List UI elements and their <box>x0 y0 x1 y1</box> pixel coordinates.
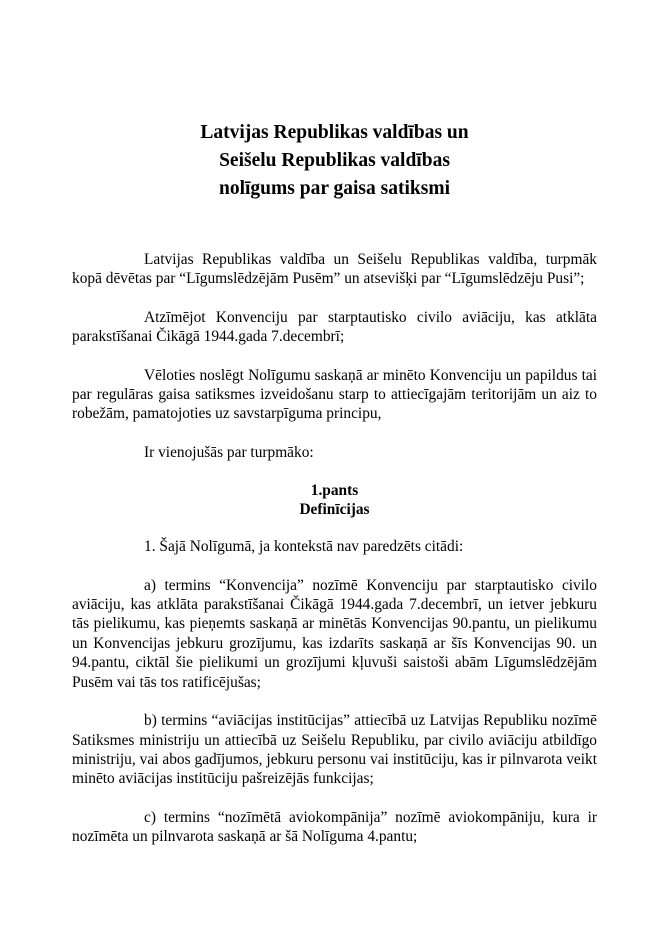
article-1-number: 1.pants <box>310 482 359 500</box>
article-1-intro: 1. Šajā Nolīgumā, ja kontekstā nav paredzēts citādi: <box>144 538 464 556</box>
title-line-2: Seišelu Republikas valdības <box>219 150 450 171</box>
preamble-paragraph-parties: Latvijas Republikas valdība un Seišelu Republikas valdība, turpmāk kopā dēvētas par “Līgumslēdzējām Pusēm” un atsevišķi par “Līgumslēdzēju Pusi”; <box>72 251 597 288</box>
preamble-paragraph-agreed: Ir vienojušās par turpmāko: <box>144 443 314 461</box>
title-line-3: nolīgums par gaisa satiksmi <box>219 178 450 199</box>
article-1-title: Definīcijas <box>299 501 370 519</box>
preamble-paragraph-convention: Atzīmējot Konvenciju par starptautisko civilo aviāciju, kas atklāta parakstīšanai Čikāgā 1944.gada 7.decembrī; <box>72 308 597 346</box>
title-line-1: Latvijas Republikas valdības un <box>200 122 469 143</box>
document-body <box>72 250 597 866</box>
preamble-paragraph-desire: Vēloties noslēgt Nolīgumu saskaņā ar minēto Konvenciju un papildus tai par regulāras gaisa satiksmes izveidošanu starp to attiecīgajām teritorijām un aiz to robežām, pamatojoties uz savstarpīguma principu, <box>72 366 597 423</box>
definition-item-c: c) termins “nozīmētā aviokompānija” nozīmē aviokompāniju, kura ir nozīmēta un pilnvarota saskaņā ar šā Nolīguma 4.pantu; <box>72 808 597 846</box>
document-title <box>72 119 597 203</box>
definition-item-b: b) termins “aviācijas institūcijas” attiecībā uz Latvijas Republiku nozīmē Satiksmes ministriju un attiecībā uz Seišelu Republiku, par civilo aviāciju atbildīgo ministriju, vai abos gadījumos, jebkuru personu vai institūciju, kas ir pilnvarota veikt minēto aviācijas institūciju pašreizējās funkcijas; <box>72 712 597 788</box>
article-1-heading <box>72 481 597 519</box>
definition-item-a: a) termins “Konvencija” nozīmē Konvenciju par starptautisko civilo aviāciju, kas atklāta parakstīšanai Čikāgā 1944.gada 7.decembrī, un ietver jebkuru tās pielikumu, kas pieņemts saskaņā ar minētās Konvencijas 90.pantu, un pielikumu un Konvencijas jebkuru grozījumu, kas izdarīts saskaņā ar šīs Konvencijas 90. un 94.pantu, ciktāl šie pielikumi un grozījumi kļuvuši saistoši abām Līgumslēdzējām Pusēm vai tās tos ratificējušas; <box>72 576 597 691</box>
